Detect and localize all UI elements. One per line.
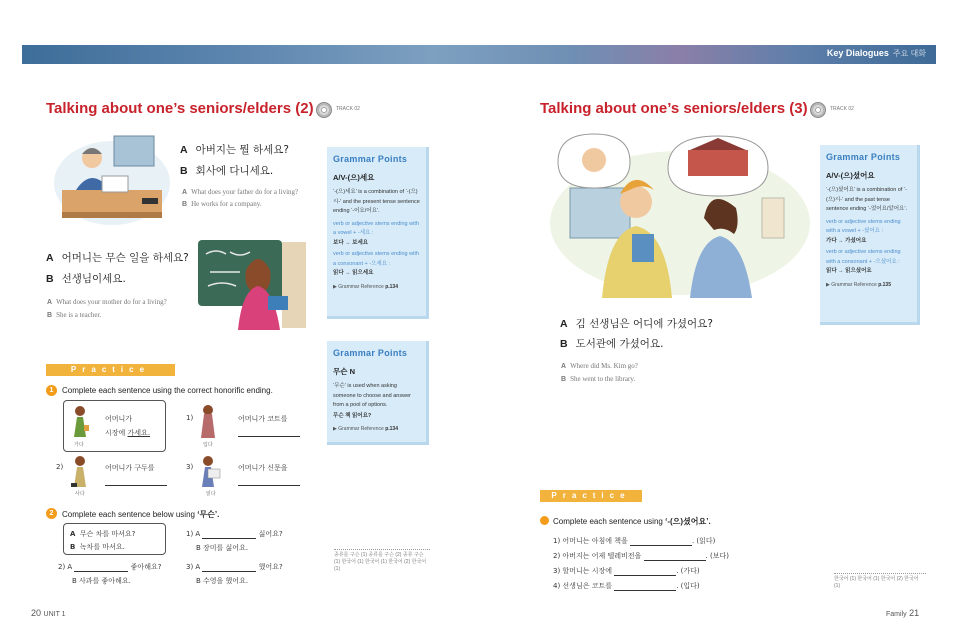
q2-item-1-b: B 장미를 싫어요. [196, 544, 249, 552]
grammar-rule-vowel: verb or adjective stems ending with a vowel + -셨어요 : [826, 218, 901, 234]
question-number-1: 1 [46, 385, 57, 396]
header-banner [22, 45, 936, 64]
practice-item-4: 4) 선생님은 코트를 . (입다) [553, 582, 700, 590]
left-page-title: Talking about one’s seniors/elders (2) [46, 100, 314, 117]
practice-item-1: 1) 어머니는 아침에 책을 . (읽다) [553, 537, 716, 545]
dialog2-line-a: A 어머니는 무슨 일을 하세요? [46, 252, 189, 264]
item-index: 1) [186, 414, 194, 422]
example-line-a: A 무슨 차를 마셔요? [70, 530, 136, 538]
grammar-reference-link[interactable]: ▶ Grammar Reference p.134 [333, 283, 398, 290]
woman-walking-figure [70, 405, 90, 439]
practice-header: Practice [46, 364, 175, 376]
dialog1-translation-a: A What does your father do for a living? [182, 188, 299, 196]
grammar-example-consonant: 읽다 → 읽으세요 [333, 270, 374, 276]
example-line-b: B 녹차를 마셔요. [70, 543, 125, 551]
item-text: 어머니가 신문을 [238, 464, 288, 472]
grammar-rule-consonant: verb or adjective stems ending with a consonant + -으셨어요 : [826, 249, 901, 265]
grammar-example-vowel: 가다 → 가셨어요 [826, 237, 867, 244]
item-caption: 가다 [74, 442, 84, 448]
grammar-text: ‘-(으)셨어요’ is a combination of ‘-(으)시-’ and the past tense sentence ending ‘-었어요/았어요’. [826, 187, 908, 212]
question-2-instruction: Complete each sentence below using ‘무슨’. [62, 510, 220, 519]
answer-blank[interactable] [238, 429, 300, 437]
woman-newspaper-figure [198, 455, 222, 489]
grammar-points-box [820, 145, 920, 325]
grammar-example: 무슨 책 읽어요? [333, 412, 372, 419]
question-1-instruction: Complete each sentence using the correct honorific ending. [62, 386, 273, 395]
grammar-text: ‘무슨’ is used when asking someone to choose and answer from a pool of options. [333, 383, 411, 408]
grammar-title: 무슨 N [333, 367, 355, 376]
dialog1-line-b: B 회사에 다니세요. [180, 165, 274, 177]
practice-item-2: 2) 아버지는 어제 텔레비전을 . (보다) [553, 552, 729, 560]
dialog2-line-b: B 선생님이세요. [46, 273, 126, 285]
grammar-points-box-2 [327, 341, 429, 445]
answer-blank[interactable] [238, 478, 300, 486]
grammar-heading: Grammar Points [826, 152, 901, 162]
q2-item-3-b: B 수영을 했어요. [196, 577, 249, 585]
grammar-rule-vowel: verb or adjective stems ending with a vowel + -세요 : [333, 220, 419, 236]
grammar-text: ‘-(으)세요’ is a combination of ‘-(으)시-’ and the present tense sentence ending ‘-어요/어요’. [333, 189, 420, 214]
grammar-rule-consonant: verb or adjective stems ending with a consonant + -으세요 : [333, 251, 419, 267]
practice-instruction: Complete each sentence using ‘-(으)셨어요’. [553, 517, 711, 526]
father-illustration [52, 128, 172, 228]
item-text: 어머니가 [105, 415, 133, 423]
mother-teacher-illustration [190, 238, 308, 330]
q2-item-2-b: B 사과를 좋아해요. [72, 577, 131, 585]
grammar-example-vowel: 보다 → 보세요 [333, 239, 369, 246]
grammar-reference-link[interactable]: ▶ Grammar Reference p.134 [333, 426, 398, 432]
practice-item-3: 3) 할머니는 시장에 . (가다) [553, 567, 700, 575]
grammar-points-box [327, 147, 429, 319]
right-page-title: Talking about one’s seniors/elders (3) [540, 100, 808, 117]
woman-shoes-figure [70, 455, 90, 489]
dialog-line-a: A 김 선생님은 어디에 가셨어요? [560, 318, 713, 330]
item-caption: 사다 [75, 491, 85, 497]
footnote: 종류를 구슨 (1) 종류를 구슨 (2) 종류 구슨 (1) 한국어 (1) 한국어 (1) 한국어 (2) 한국어 (1) [334, 549, 430, 573]
item-caption: 읽다 [206, 491, 216, 497]
item-caption: 입다 [203, 442, 213, 448]
cd-icon[interactable] [316, 102, 332, 118]
grammar-heading: Grammar Points [333, 348, 408, 358]
teachers-talking-illustration [540, 128, 812, 300]
grammar-heading: Grammar Points [333, 154, 408, 164]
footnote: 한국어 (1) 한국어 (1) 한국어 (2) 한국어 (1) [834, 573, 926, 590]
grammar-reference-link[interactable]: ▶ Grammar Reference p.135 [826, 281, 891, 288]
item-text: 어머니가 코트를 [238, 415, 288, 423]
dialog-line-b: B 도서관에 가셨어요. [560, 338, 664, 350]
cd-icon[interactable] [810, 102, 826, 118]
grammar-title: A/V-(으)세요 [333, 173, 375, 182]
dialog1-translation-b: B He works for a company. [182, 200, 262, 208]
bullet-icon [540, 516, 549, 525]
item-index: 2) [56, 463, 64, 471]
page-number-right: Family 21 [886, 608, 920, 618]
q2-item-3-a: 3) A 했어요? [186, 563, 283, 571]
item-text: 시장에 가세요. [105, 429, 151, 437]
dialog2-translation-b: B She is a teacher. [47, 311, 102, 319]
dialog2-translation-a: A What does your mother do for a living? [47, 298, 167, 306]
dialog1-line-a: A 아버지는 뭘 하세요? [180, 144, 289, 156]
item-index: 3) [186, 463, 194, 471]
page-number-left: 20 UNIT 1 [31, 608, 66, 618]
q2-item-1-a: 1) A 싫어요? [186, 530, 283, 538]
woman-coat-figure [198, 404, 218, 440]
answer-blank[interactable] [105, 478, 167, 486]
item-text: 어머니가 구두를 [105, 464, 155, 472]
practice-header: Practice [540, 490, 642, 502]
question-number-2: 2 [46, 508, 57, 519]
dialog-translation-b: B She went to the library. [561, 375, 636, 383]
q2-item-2-a: 2) A 좋아해요? [58, 563, 162, 571]
grammar-title: A/V-(으)셨어요 [826, 171, 875, 180]
banner-label: Key Dialogues 주요 대화 [826, 48, 926, 58]
track-label: TRACK 02 [336, 106, 360, 112]
grammar-example-consonant: 읽다 → 읽으셨어요 [826, 268, 872, 274]
dialog-translation-a: A Where did Ms. Kim go? [561, 362, 638, 370]
track-label: TRACK 02 [830, 106, 854, 112]
